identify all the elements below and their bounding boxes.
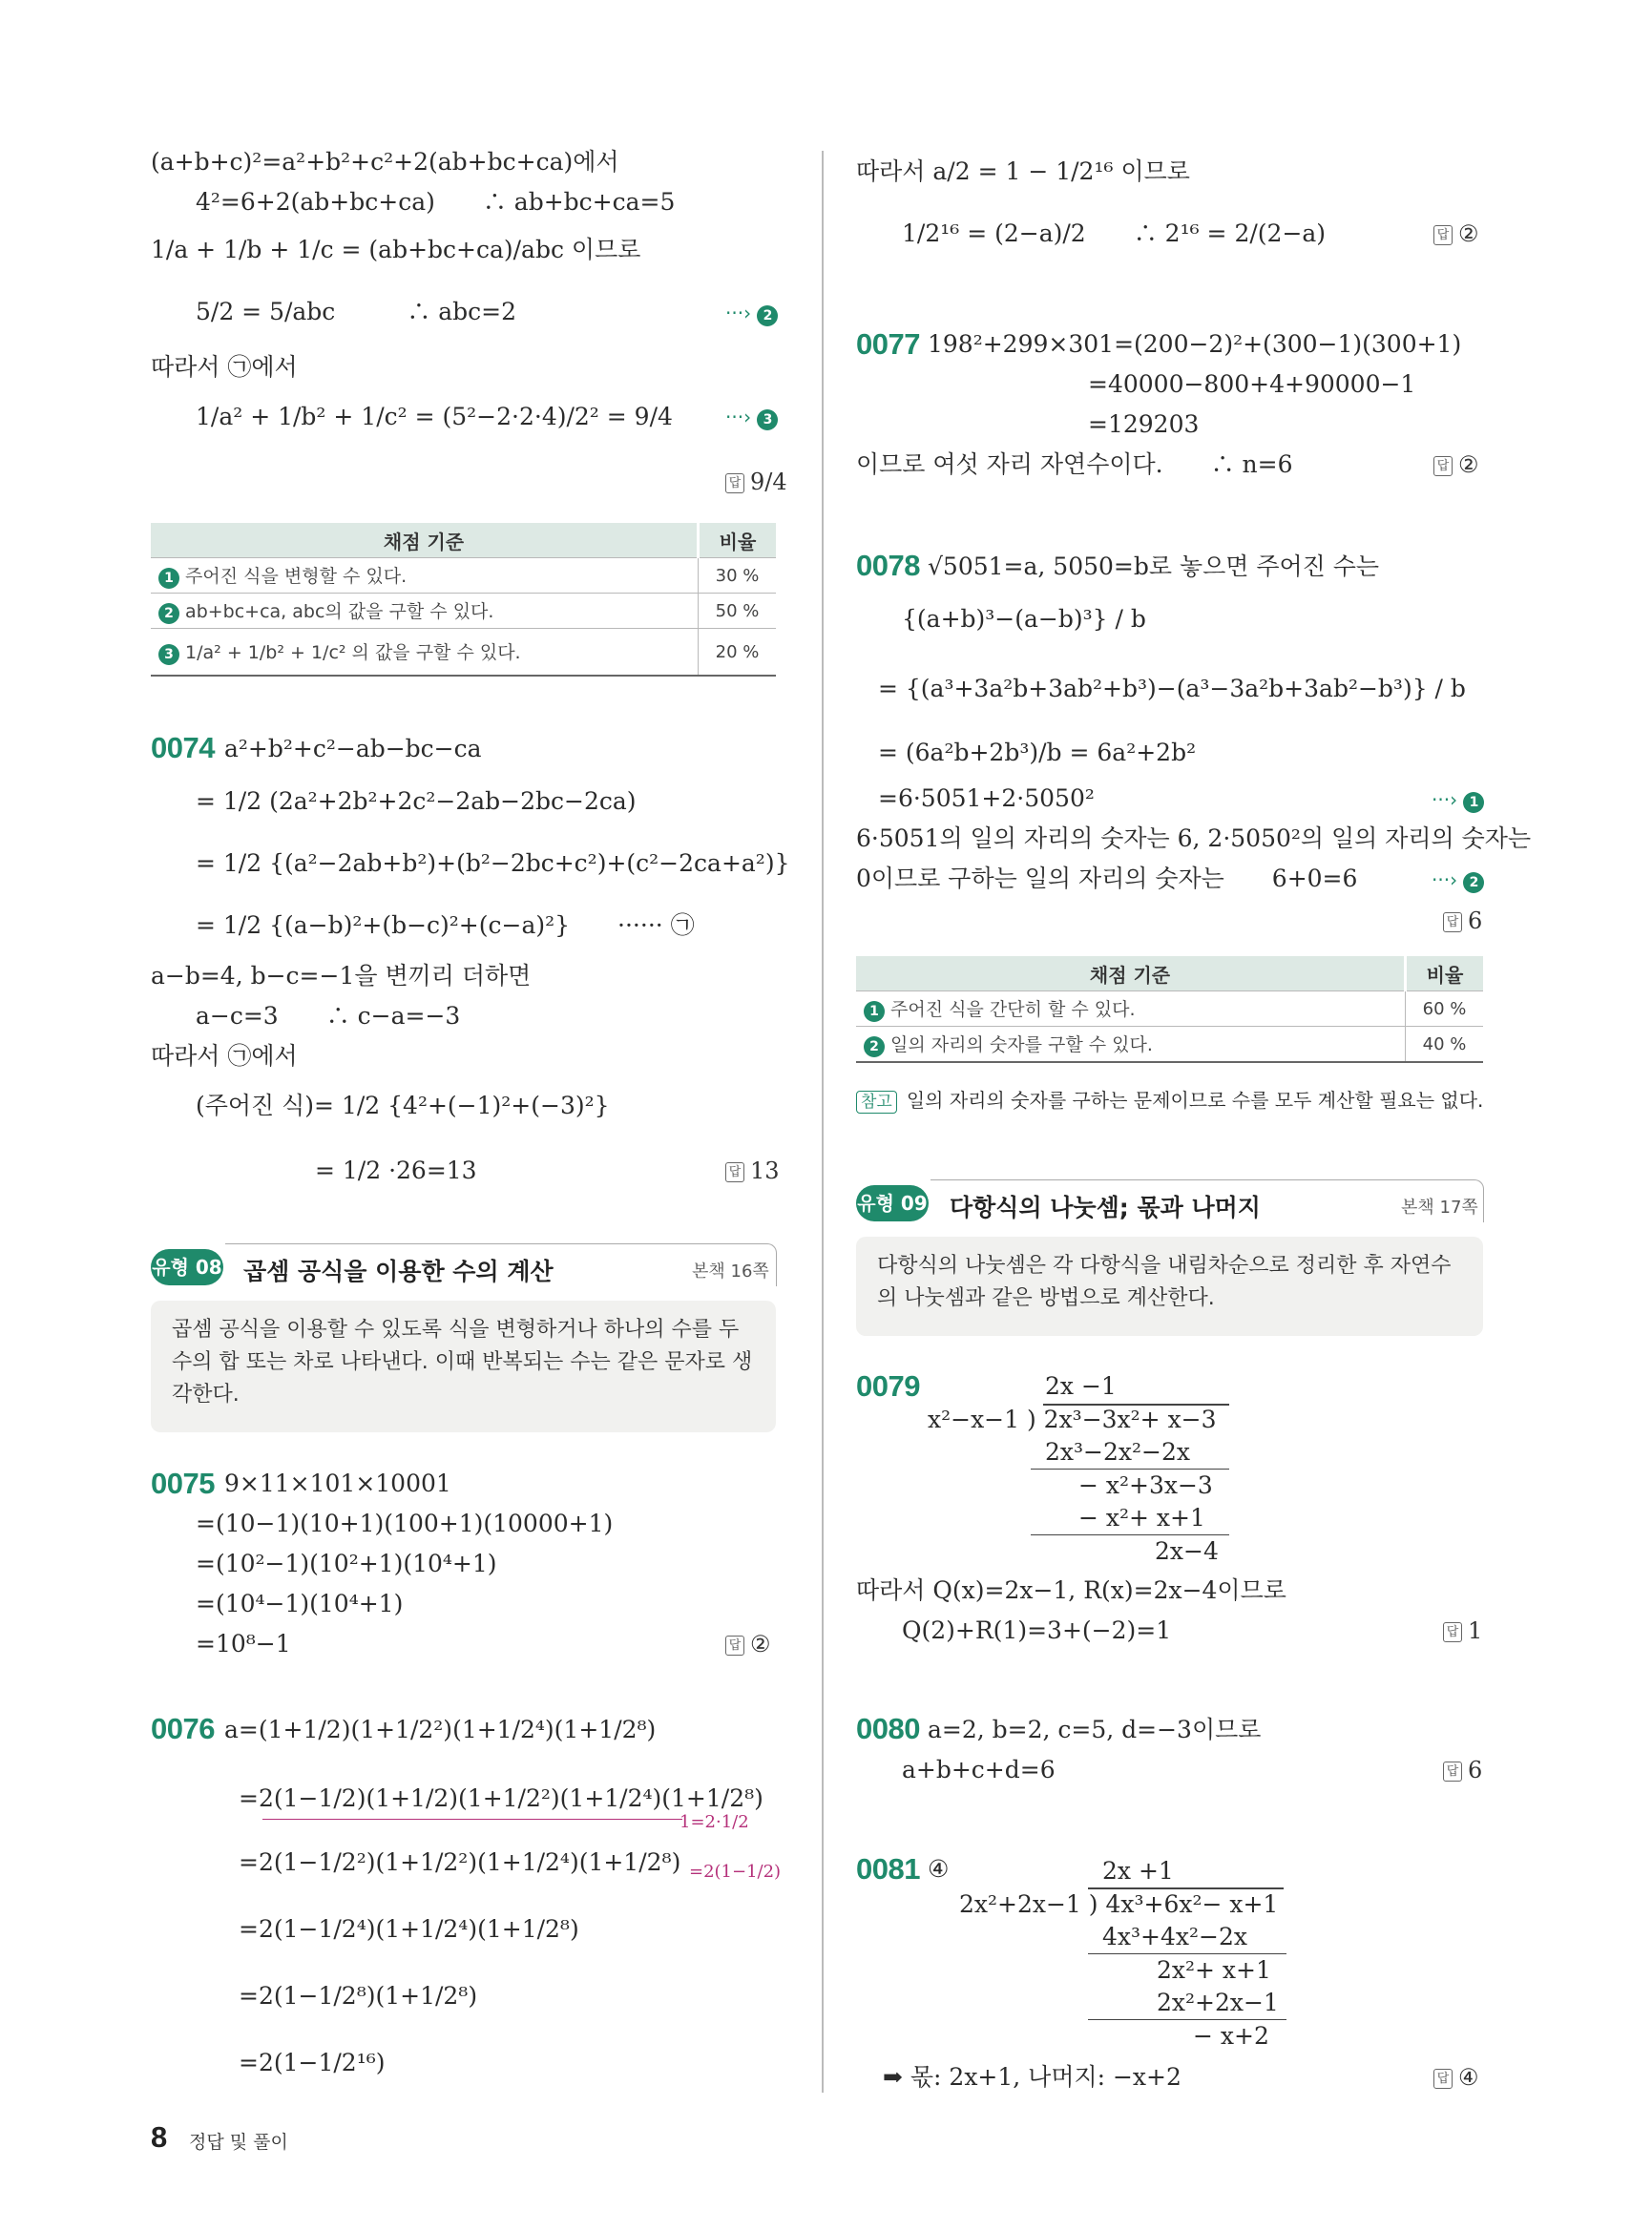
p74-line-9: = 1/2 ·26=13 [315,1157,477,1184]
answer-icon: 답 [1443,1622,1462,1642]
criteria-table-2 [856,956,1483,1063]
p81-div-step-3: 2x²+2x−1 [1157,1989,1279,2016]
p76-line-2: =2(1−1/2)(1+1/2)(1+1/2²)(1+1/2⁴)(1+1/2⁸) [239,1784,763,1812]
p81-div-quotient: 2x +1 [1102,1857,1174,1885]
p79-div-step-1: 2x³−2x²−2x [1045,1438,1190,1466]
p79-div-step-2: − x²+3x−3 [1078,1471,1213,1499]
page-number: 8 [151,2120,168,2154]
p81-answer: 답 ④ [1433,2063,1479,2092]
problem-number-0075: 0075 [151,1467,215,1500]
p76-note-2: =2(1−1/2) [689,1862,782,1882]
problem-number-0077: 0077 [856,327,920,361]
p76-line-4: =2(1−1/2⁴)(1+1/2⁴)(1+1/2⁸) [239,1915,579,1943]
note-line [856,1084,1483,1116]
p73-line-1: (a+b+c)²=a²+b²+c²+2(ab+bc+ca)에서 [151,148,619,176]
p75-line-4: =(10⁴−1)(10⁴+1) [196,1590,404,1617]
table-row: 1 주어진 식을 변형할 수 있다. 30 % [151,558,776,594]
criteria-header: 채점 기준 [856,956,1406,991]
criteria-header: 채점 기준 [151,523,699,558]
p78-line-3: = {(a³+3a²b+3ab²+b³)−(a³−3a²b+3ab²−b³)} / b [878,675,1466,702]
p78-marker-2: ···› 2 [1432,868,1484,893]
answer-icon: 답 [1443,912,1462,932]
p81-div-step-1: 4x³+4x²−2x [1102,1923,1247,1950]
type09-pill: 유형 09 [856,1185,929,1221]
type08-title: 곱셈 공식을 이용한 수의 계산 [243,1258,554,1285]
p76-underline [262,1819,682,1820]
p80-answer: 답 6 [1443,1756,1482,1784]
p79-answer: 답 1 [1443,1616,1482,1645]
p81-div-remainder: − x+2 [1193,2022,1269,2050]
p81-div-step-2: 2x²+ x+1 [1157,1956,1271,1984]
problem-number-0078: 0078 [856,549,920,582]
p81-result: ➡ 몫: 2x+1, 나머지: −x+2 [883,2063,1181,2091]
problem-number-0074: 0074 [151,731,215,764]
type08-guide: 곱셈 공식을 이용할 수 있도록 식을 변형하거나 하나의 수를 두 수의 합 또는 차로 나타낸다. 이때 반복되는 수는 같은 문자로 생각한다. [151,1301,776,1432]
type08-pill: 유형 08 [151,1249,223,1285]
p75-line-5: =10⁸−1 [196,1630,291,1658]
criteria-header-ratio: 비율 [699,523,777,558]
p80-line-2: a+b+c+d=6 [902,1756,1056,1783]
p78-line-6: 6·5051의 일의 자리의 숫자는 6, 2·5050²의 일의 자리의 숫자는 [856,824,1532,852]
p75-line-1: 9×11×101×10001 [224,1470,451,1497]
note-text: 일의 자리의 숫자를 구하는 문제이므로 수를 모두 계산할 필요는 없다. [906,1089,1484,1112]
type08-ref: 본책 16쪽 [692,1261,769,1282]
p74-line-1: a²+b²+c²−ab−bc−ca [224,735,482,762]
problem-number-0081: 0081 [856,1852,920,1886]
p81-div-line: 2x²+2x−1 ) 4x³+6x²− x+1 [959,1890,1279,1918]
p81-choice: ④ [928,1855,950,1883]
table-row: 2 ab+bc+ca, abc의 값을 구할 수 있다. 50 % [151,594,776,629]
p76-answer: 답 ② [1433,219,1479,248]
p79-line-1: 따라서 Q(x)=2x−1, R(x)=2x−4이므로 [856,1576,1286,1604]
p73-line-2: 4²=6+2(ab+bc+ca) ∴ ab+bc+ca=5 [196,188,676,216]
p80-line-1: a=2, b=2, c=5, d=−3이므로 [928,1716,1262,1743]
p75-answer: 답 ② [725,1630,771,1658]
p79-div-step-3: − x²+ x+1 [1078,1504,1205,1532]
answer-icon: 답 [1443,1762,1462,1782]
p77-line-2: =40000−800+4+90000−1 [1088,370,1416,398]
answer-icon: 답 [1433,2069,1453,2089]
p79-div-quotient: 2x −1 [1045,1372,1117,1400]
p77-line-3: =129203 [1088,410,1200,438]
p76-cont-line-2: 1/2¹⁶ = (2−a)/2 ∴ 2¹⁶ = 2/(2−a) [902,219,1327,247]
type09-guide: 다항식의 나눗셈은 각 다항식을 내림차순으로 정리한 후 자연수의 나눗셈과 같은 방법으로 계산한다. [856,1237,1483,1336]
criteria-table-1 [151,523,776,677]
p76-cont-line-1: 따라서 a/2 = 1 − 1/2¹⁶ 이므로 [856,157,1190,185]
problem-number-0080: 0080 [856,1712,920,1745]
table-row: 3 1/a² + 1/b² + 1/c² 의 값을 구할 수 있다. 20 % [151,629,776,677]
p73-line-5: 따라서 ㉠에서 [151,353,298,381]
answer-icon: 답 [1433,456,1453,476]
p75-line-2: =(10−1)(10+1)(100+1)(10000+1) [196,1510,614,1537]
table-row: 1 주어진 식을 간단히 할 수 있다. 60 % [856,991,1483,1027]
p78-answer: 답 6 [1443,907,1482,935]
p76-line-6: =2(1−1/2¹⁶) [239,2049,386,2076]
p76-line-5: =2(1−1/2⁸)(1+1/2⁸) [239,1982,478,2010]
footer-label: 정답 및 풀이 [189,2132,288,2153]
p74-line-4: = 1/2 {(a−b)²+(b−c)²+(c−a)²} ······ ㉠ [196,911,695,939]
p74-line-6: a−c=3 ∴ c−a=−3 [196,1002,461,1030]
p76-note-1: 1=2·1/2 [680,1812,749,1832]
p75-line-3: =(10²−1)(10²+1)(10⁴+1) [196,1550,497,1577]
type09-ref: 본책 17쪽 [1401,1198,1478,1218]
column-divider [822,151,824,2093]
answer-icon: 답 [1433,225,1453,245]
p78-line-5: =6·5051+2·5050² [878,784,1095,812]
p78-line-1: √5051=a, 5050=b로 놓으면 주어진 수는 [928,553,1380,580]
p73-line-3: 1/a + 1/b + 1/c = (ab+bc+ca)/abc 이므로 [151,236,641,263]
p74-line-5: a−b=4, b−c=−1을 변끼리 더하면 [151,962,532,990]
p77-line-4: 이므로 여섯 자리 자연수이다. ∴ n=6 [856,450,1293,478]
p79-line-2: Q(2)+R(1)=3+(−2)=1 [902,1616,1172,1644]
p74-line-3: = 1/2 {(a²−2ab+b²)+(b²−2bc+c²)+(c²−2ca+a²)} [196,849,790,877]
p73-marker-3: ···› 3 [725,406,778,430]
p78-line-7: 0이므로 구하는 일의 자리의 숫자는 6+0=6 [856,865,1358,892]
p77-line-1: 198²+299×301=(200−2)²+(300−1)(300+1) [928,330,1462,358]
p79-div-remainder: 2x−4 [1155,1537,1219,1565]
answer-icon: 답 [725,1636,744,1656]
answer-icon: 답 [725,473,744,493]
p73-line-4: 5/2 = 5/abc ∴ abc=2 [196,298,517,325]
p78-marker-1: ···› 1 [1432,788,1484,813]
criteria-header-ratio: 비율 [1406,956,1484,991]
p74-line-8: (주어진 식)= 1/2 {4²+(−1)²+(−3)²} [196,1092,610,1119]
table-row: 2 일의 자리의 숫자를 구할 수 있다. 40 % [856,1027,1483,1063]
answer-icon: 답 [725,1162,744,1182]
p74-line-2: = 1/2 (2a²+2b²+2c²−2ab−2bc−2ca) [196,787,637,815]
problem-number-0076: 0076 [151,1712,215,1745]
p73-answer: 답 9/4 [725,468,787,496]
p73-marker-2: ···› 2 [725,302,778,326]
p76-line-1: a=(1+1/2)(1+1/2²)(1+1/2⁴)(1+1/2⁸) [224,1716,657,1743]
p79-div-line: x²−x−1 ) 2x³−3x²+ x−3 [928,1406,1217,1433]
p73-line-6: 1/a² + 1/b² + 1/c² = (5²−2·2·4)/2² = 9/4 [196,403,673,430]
p74-line-7: 따라서 ㉠에서 [151,1042,298,1070]
p78-line-4: = (6a²b+2b³)/b = 6a²+2b² [878,739,1197,766]
p78-line-2: {(a+b)³−(a−b)³} / b [902,605,1146,633]
problem-number-0079: 0079 [856,1369,920,1403]
p76-line-3: =2(1−1/2²)(1+1/2²)(1+1/2⁴)(1+1/2⁸) [239,1848,681,1876]
note-tag: 참고 [856,1091,897,1114]
type09-title: 다항식의 나눗셈; 몫과 나머지 [950,1194,1261,1221]
p74-answer: 답 13 [725,1157,780,1185]
p77-answer: 답 ② [1433,450,1479,479]
